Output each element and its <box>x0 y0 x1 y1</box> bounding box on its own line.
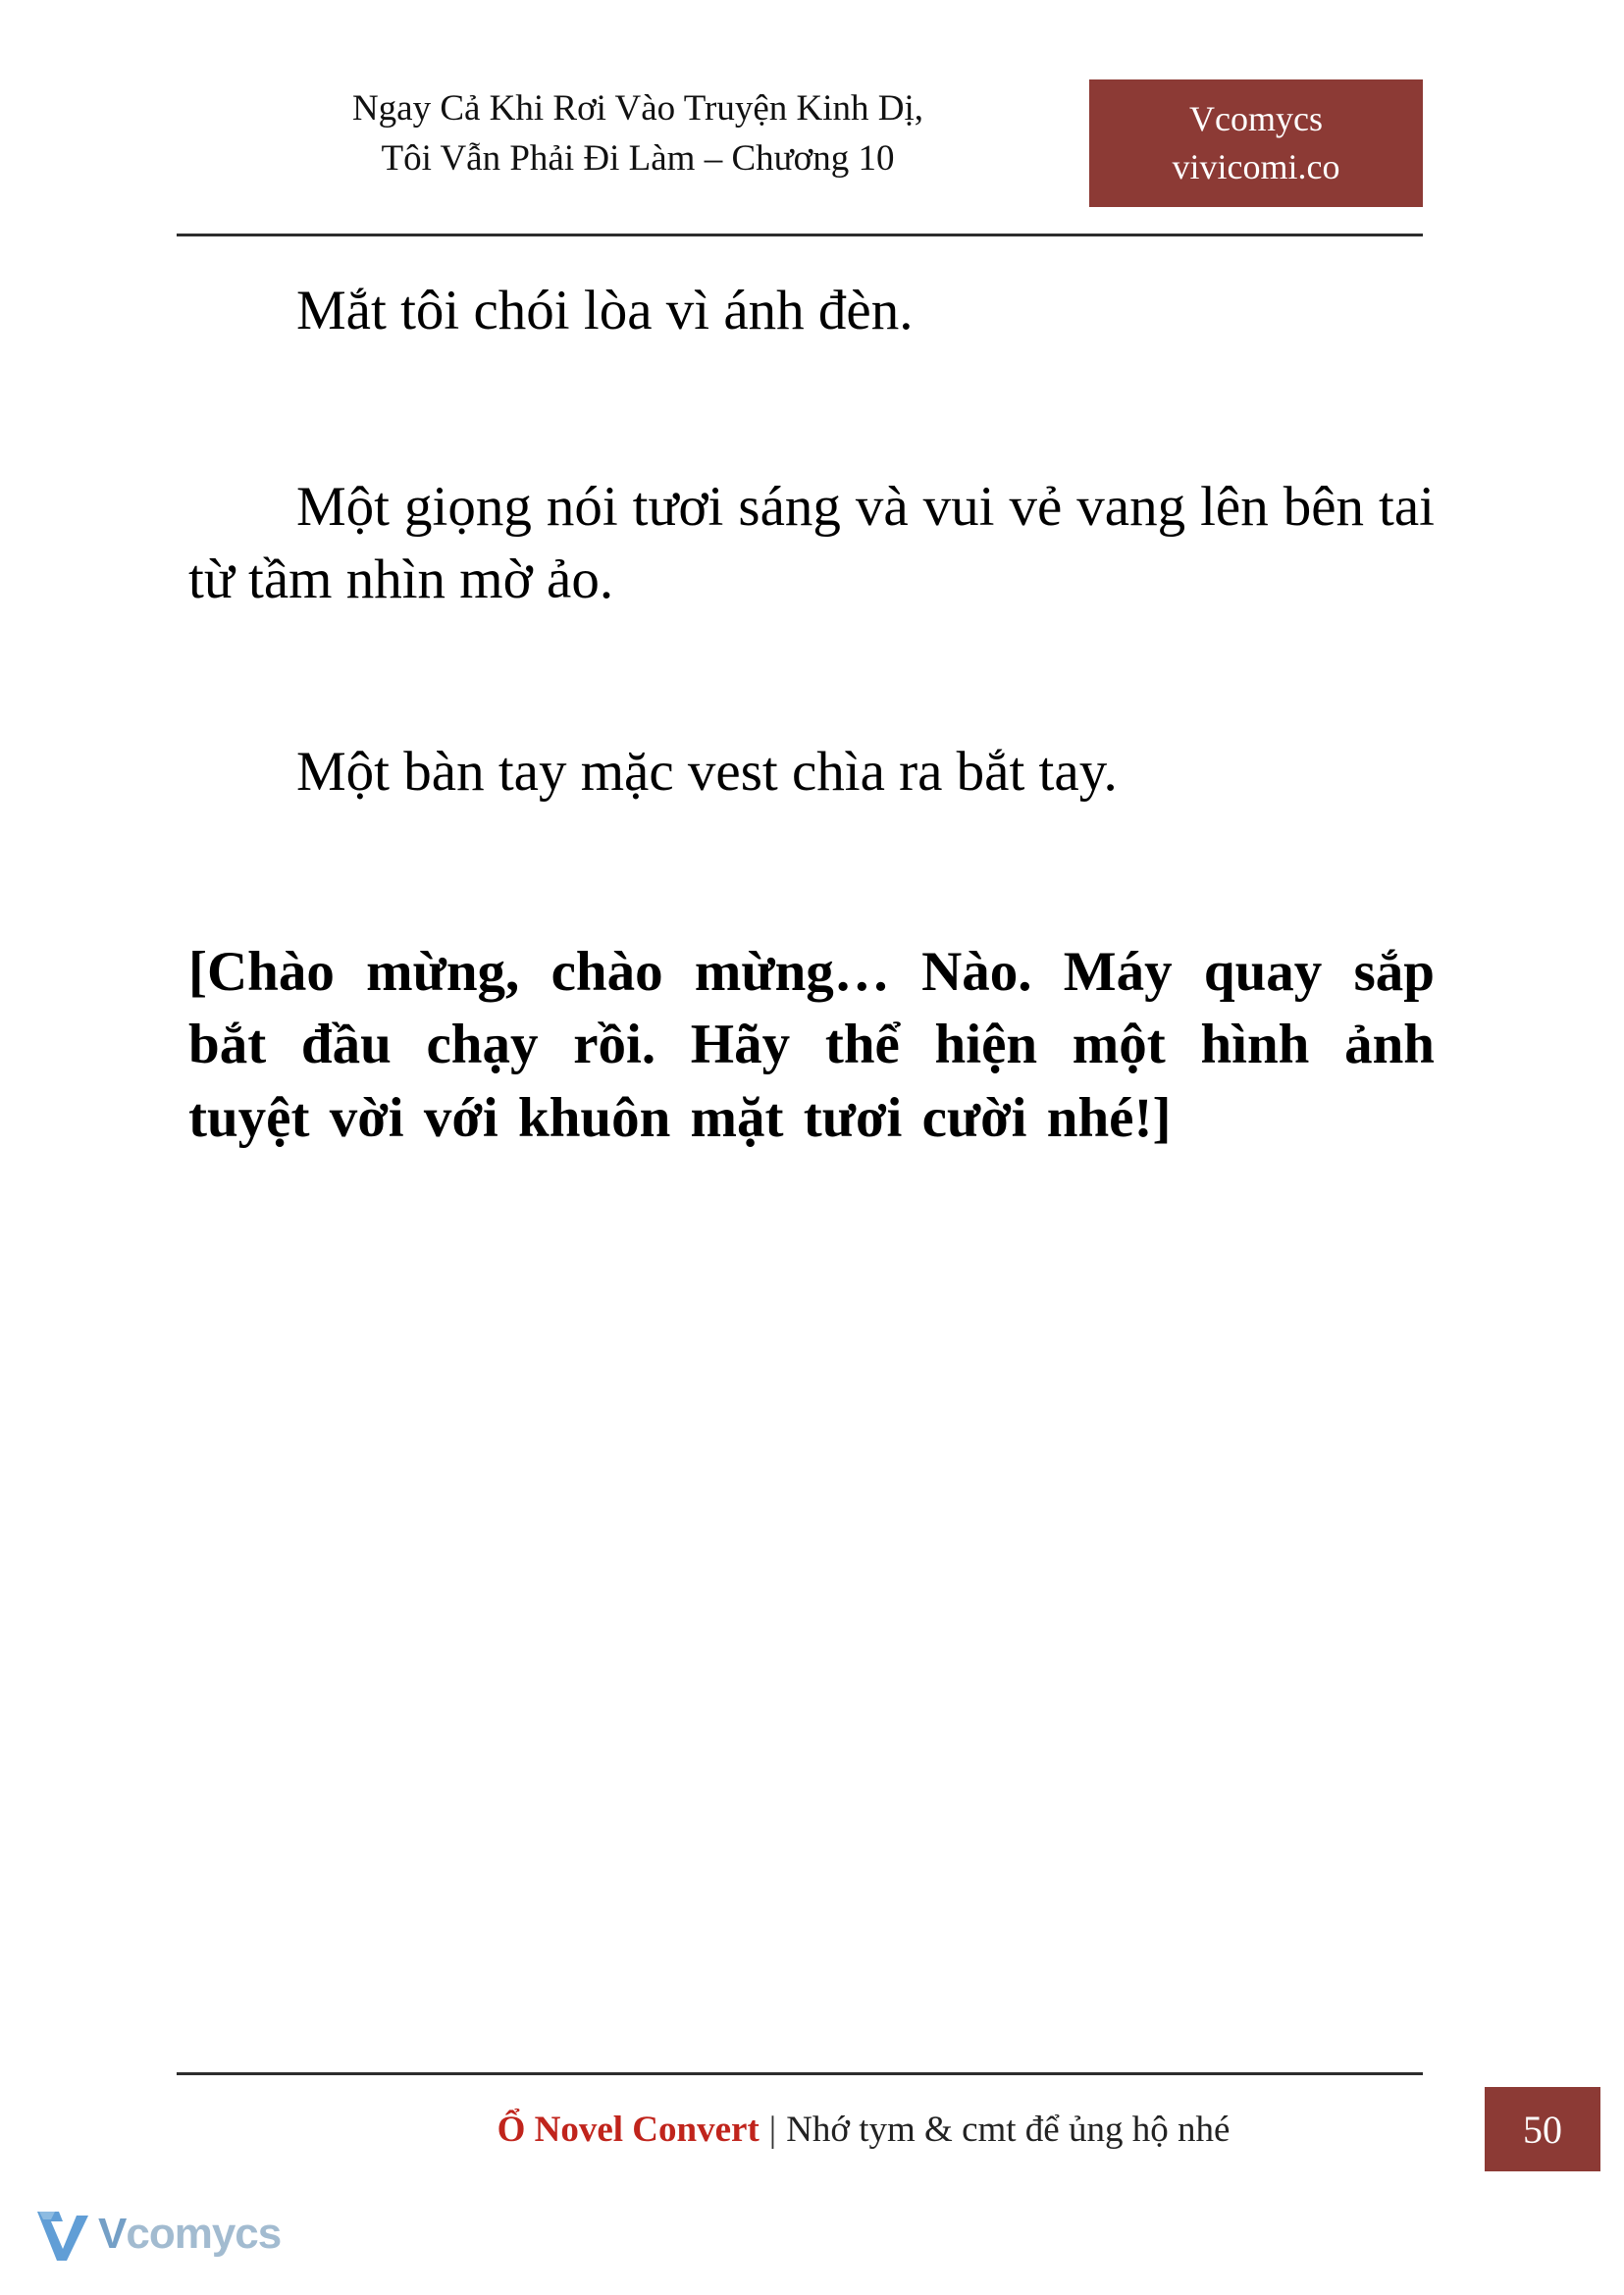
watermark-text-primary: V <box>98 2210 127 2258</box>
watermark-logo <box>33 2196 282 2272</box>
footer-credit <box>294 2095 1433 2164</box>
page-number-badge: 50 <box>1485 2087 1600 2171</box>
site-badge-name: Vcomycs <box>1189 99 1323 139</box>
paragraph: Một giọng nói tươi sáng và vui vẻ vang lên bên tai từ tầm nhìn mờ ảo. <box>188 476 1435 611</box>
site-badge-url: vivicomi.co <box>1172 147 1340 186</box>
header-title <box>177 83 1099 183</box>
header-divider <box>177 234 1423 236</box>
watermark-text-rest: comycs <box>126 2210 282 2258</box>
page-content <box>188 275 1435 1155</box>
paragraph: Một bàn tay mặc vest chìa ra bắt tay. <box>296 741 1118 804</box>
header-title-line-2: Tôi Vẫn Phải Đi Làm – Chương 10 <box>381 138 895 180</box>
header-title-line-1: Ngay Cả Khi Rơi Vào Truyện Kinh Dị, <box>351 88 924 129</box>
paragraph: Mắt tôi chói lòa vì ánh đèn. <box>296 280 914 341</box>
page-header <box>177 83 1425 231</box>
vcomycs-logo-icon <box>33 2206 92 2263</box>
watermark-text <box>98 2210 282 2258</box>
page-footer <box>177 2095 1562 2165</box>
footer-brand: Ổ Novel Convert <box>497 2109 760 2150</box>
footer-divider <box>177 2072 1423 2075</box>
footer-separator: | <box>768 2109 777 2150</box>
dialogue-paragraph: [Chào mừng, chào mừng… Nào. Máy quay sắp bắt đầu chạy rồi. Hãy thể hiện một hình ảnh tuyệt vời với khuôn mặt tươi cười nhé!] <box>188 941 1435 1149</box>
site-badge[interactable] <box>1089 79 1423 207</box>
footer-note: Nhớ tym & cmt để ủng hộ nhé <box>786 2109 1231 2150</box>
